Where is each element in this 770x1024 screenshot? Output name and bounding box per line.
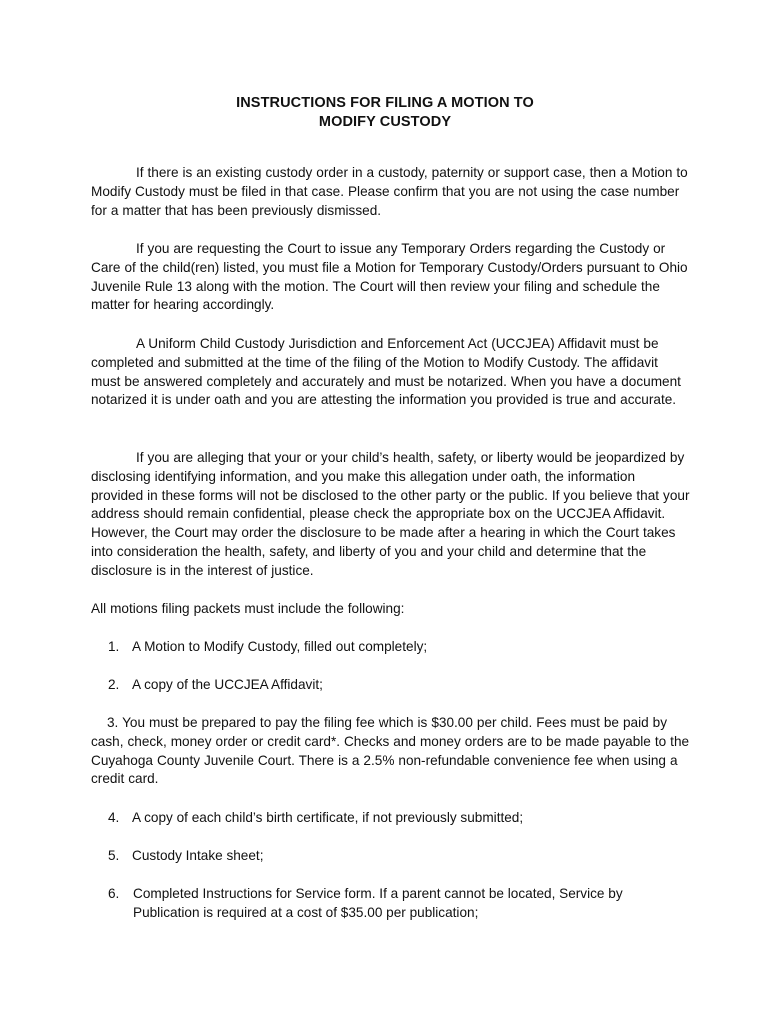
- list-intro: All motions filing packets must include the following:: [91, 601, 405, 616]
- list-item-number: 3.: [107, 715, 119, 730]
- paragraph-existing-order: If there is an existing custody order in a custody, paternity or support case, then a Motion to Modify Custody must be filed in that case. Please confirm that you are not using the case number for a matter that has been previously dismissed.: [91, 165, 688, 218]
- list-item-text: A Motion to Modify Custody, filled out completely;: [132, 639, 428, 654]
- list-item-number: 5.: [108, 848, 120, 863]
- document-title-line-1: INSTRUCTIONS FOR FILING A MOTION TO: [236, 95, 534, 111]
- list-item-number: 4.: [108, 810, 120, 825]
- list-item-fee: [91, 714, 691, 789]
- list-item-text: A copy of each child’s birth certificate, if not previously submitted;: [132, 810, 524, 825]
- paragraph-confidentiality: If you are alleging that your or your child’s health, safety, or liberty would be jeopardized by disclosing identifying information, and you make this allegation under oath, the information provided in these forms will not be disclosed to the other party or the public. If you believe that your address should remain confidential, please check the appropriate box on the UCCJEA Affidavit. However, the Court may order the disclosure to be made after a hearing in which the Court takes into consideration the health, safety, and liberty of you and your child and determine that the disclosure is in the interest of justice.: [91, 450, 690, 578]
- document-title-line-2: MODIFY CUSTODY: [318, 114, 452, 130]
- list-item-number: 6.: [108, 886, 120, 901]
- list-item-text: A copy of the UCCJEA Affidavit;: [132, 677, 323, 692]
- list-item-text: You must be prepared to pay the filing fee which is $30.00 per child. Fees must be paid by cash, check, money order or credit card*. Checks and money orders are to be made payable to the Cuyahoga County Juvenile Court. There is a 2.5% non-refundable convenience fee when using a credit card.: [91, 715, 690, 787]
- paragraph-uccjea-affidavit: A Uniform Child Custody Jurisdiction and Enforcement Act (UCCJEA) Affidavit must be completed and submitted at the time of the filing of the Motion to Modify Custody. The affidavit must be answered completely and accurately and must be notarized. When you have a document notarized it is under oath and you are attesting the information you provided is true and accurate.: [91, 336, 681, 408]
- list-item-number: 1.: [108, 639, 120, 654]
- list-item-number: 2.: [108, 677, 120, 692]
- list-item-text: Custody Intake sheet;: [132, 848, 264, 863]
- paragraph-temporary-orders: If you are requesting the Court to issue any Temporary Orders regarding the Custody or Care of the child(ren) listed, you must file a Motion for Temporary Custody/Orders pursuant to Ohio Juvenile Rule 13 along with the motion. The Court will then review your filing and schedule the matter for hearing accordingly.: [91, 241, 688, 313]
- list-item-text: Completed Instructions for Service form. If a parent cannot be located, Service by Publication is required at a cost of $35.00 per publication;: [133, 886, 623, 920]
